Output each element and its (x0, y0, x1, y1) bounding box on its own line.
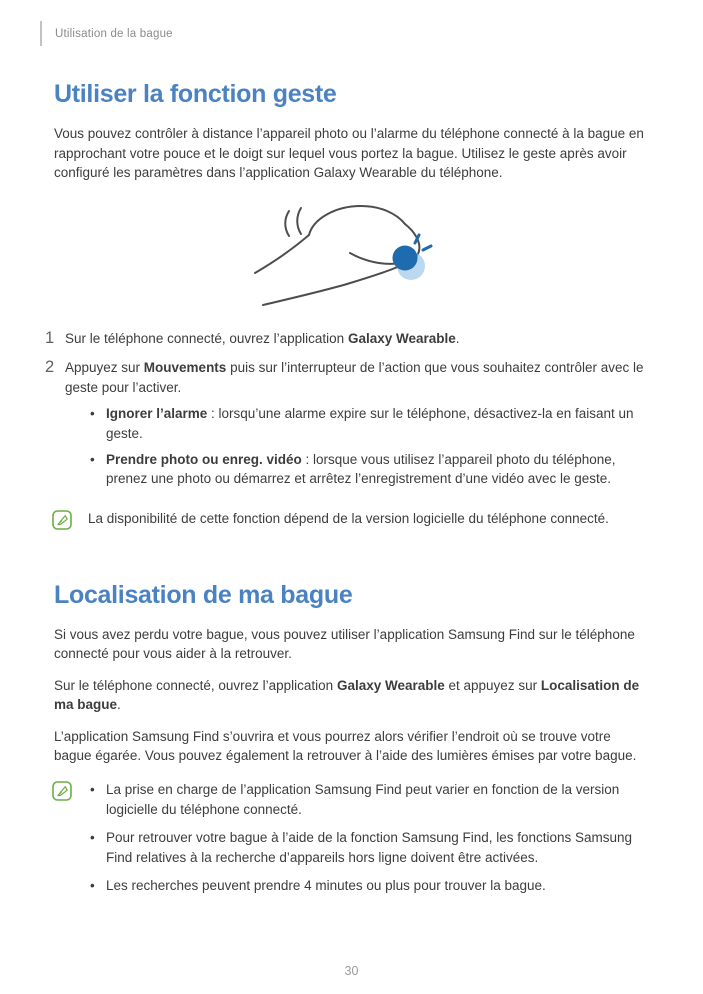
step-1 (45, 329, 652, 349)
gesture-note (54, 509, 652, 535)
list-item (65, 404, 652, 443)
step-2-body (65, 358, 652, 494)
find-note-bullet-2: Pour retrouver votre bague à l’aide de la fonction Samsung Find, les fonctions Samsung Find relatives à la recherche d’appareils hors ligne doivent être activées. (106, 830, 633, 865)
find-note-list (88, 780, 652, 905)
gesture-intro-paragraph: Vous pouvez contrôler à distance l’appareil photo ou l’alarme du téléphone connecté à la bague en rapprochant votre pouce et le doigt sur lequel vous portez la bague. Utilisez le geste après avoir configuré les paramètres dans l’application Galaxy Wearable du téléphone. (54, 126, 644, 181)
find-paragraph-2: Sur le téléphone connecté, ouvrez l’application Galaxy Wearable et appuyez sur Localisation de ma bague. (54, 677, 640, 713)
step-2-number: 2 (45, 358, 55, 377)
page-content (45, 80, 652, 905)
find-note-bullet-3: Les recherches peuvent prendre 4 minutes ou plus pour trouver la bague. (106, 878, 546, 894)
bullet-take-photo: Prendre photo ou enreg. vidéo : lorsque vous utilisez l’appareil photo du téléphone, prenez une photo ou démarrez et arrêtez l’enregistrement d’une vidéo avec le geste. (106, 451, 616, 487)
step-1-text: Sur le téléphone connecté, ouvrez l’application Galaxy Wearable. (65, 330, 460, 346)
bullet-dot: • (90, 830, 95, 846)
find-paragraph-3: L’application Samsung Find s’ouvrira et vous pourrez alors vérifier l’endroit où se trouve votre bague égarée. Vous pouvez également la retrouver à l’aide des lumières émises par votre bague. (54, 728, 637, 764)
step-2-text: Appuyez sur Mouvements puis sur l’interrupteur de l’action que vous souhaitez contrôler avec le geste pour l’activer. (65, 360, 644, 395)
section-title-gesture: Utiliser la fonction geste (54, 80, 337, 108)
bullet-dot: • (90, 406, 95, 422)
list-item (88, 876, 652, 896)
section-title-find: Localisation de ma bague (54, 580, 353, 609)
note-icon (52, 780, 72, 905)
bullet-dot: • (90, 451, 95, 467)
list-item (65, 450, 652, 489)
find-paragraph-1: Si vous avez perdu votre bague, vous pouvez utiliser l’application Samsung Find sur le téléphone connecté pour vous aider à la retrouver. (54, 626, 635, 662)
find-note-bullet-1: La prise en charge de l’application Samsung Find peut varier en fonction de la version logicielle du téléphone connecté. (106, 782, 620, 817)
note-icon (52, 509, 72, 535)
gesture-steps (45, 329, 652, 495)
step-2 (45, 358, 652, 494)
bullet-dot: • (90, 878, 95, 894)
running-header (40, 21, 173, 46)
step-1-number: 1 (45, 328, 55, 347)
list-item (88, 780, 652, 819)
gesture-illustration (54, 199, 652, 309)
step-2-bullets (65, 404, 652, 488)
hand-pinch-illustration (253, 199, 453, 309)
list-item (88, 828, 652, 867)
bullet-dot: • (90, 782, 95, 797)
header-divider (40, 21, 42, 46)
footer-page-number: 30 (344, 964, 359, 978)
header-title: Utilisation de la bague (55, 27, 173, 40)
gesture-note-text: La disponibilité de cette fonction dépend de la version logicielle du téléphone connecté. (88, 510, 609, 526)
find-note (54, 780, 652, 905)
bullet-ignore-alarm: Ignorer l’alarme : lorsqu’une alarme expire sur le téléphone, désactivez-la en faisant un geste. (106, 406, 634, 441)
